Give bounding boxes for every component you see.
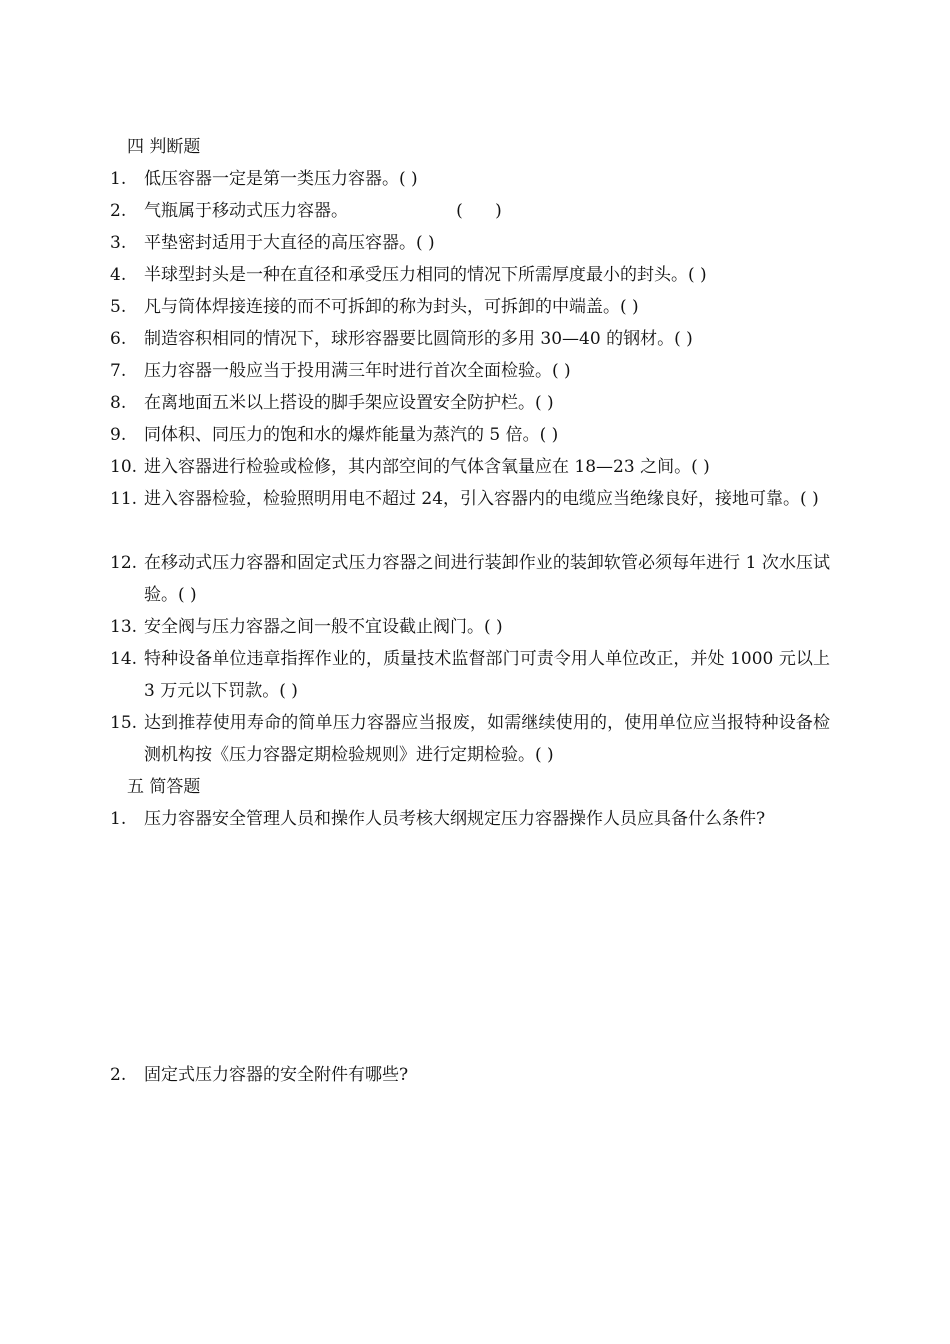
question-number: 3.	[110, 233, 127, 253]
judgment-question-3	[110, 227, 830, 259]
question-text: 压力容器安全管理人员和操作人员考核大纲规定压力容器操作人员应具备什么条件?	[144, 809, 766, 829]
judgment-question-2	[110, 195, 830, 227]
question-text: 气瓶属于移动式压力容器。 ( )	[144, 201, 502, 221]
question-text: 在离地面五米以上搭设的脚手架应设置安全防护栏。( )	[144, 393, 554, 413]
question-number: 11.	[110, 489, 138, 509]
question-text: 压力容器一般应当于投用满三年时进行首次全面检验。( )	[144, 361, 571, 381]
question-number: 12.	[110, 553, 138, 573]
question-text: 在移动式压力容器和固定式压力容器之间进行装卸作业的装卸软管必须每年进行 1 次水压试验。( )	[144, 553, 830, 605]
question-number: 10.	[110, 457, 138, 477]
question-number: 5.	[110, 297, 127, 317]
question-text: 凡与筒体焊接连接的而不可拆卸的称为封头，可拆卸的中端盖。( )	[144, 297, 639, 317]
question-text: 达到推荐使用寿命的简单压力容器应当报废，如需继续使用的，使用单位应当报特种设备检测机构按《压力容器定期检验规则》进行定期检验。( )	[144, 713, 830, 765]
question-number: 2.	[110, 1065, 127, 1085]
question-number: 4.	[110, 265, 127, 285]
question-text: 平垫密封适用于大直径的高压容器。( )	[144, 233, 435, 253]
judgment-question-4	[110, 259, 830, 291]
short-answer-question-2	[110, 1059, 830, 1091]
judgment-question-1	[110, 163, 830, 195]
question-text: 制造容积相同的情况下，球形容器要比圆筒形的多用 30—40 的钢材。( )	[144, 329, 693, 349]
question-text: 半球型封头是一种在直径和承受压力相同的情况下所需厚度最小的封头。( )	[144, 265, 707, 285]
judgment-question-15	[110, 707, 830, 771]
judgment-question-12	[110, 547, 830, 611]
question-text: 低压容器一定是第一类压力容器。( )	[144, 169, 418, 189]
question-text: 安全阀与压力容器之间一般不宜设截止阀门。( )	[144, 617, 503, 637]
section-4-title: 四 判断题	[127, 137, 201, 157]
question-text: 固定式压力容器的安全附件有哪些?	[144, 1065, 409, 1085]
question-text: 进入容器检验，检验照明用电不超过 24，引入容器内的电缆应当绝缘良好，接地可靠。( )	[144, 489, 819, 509]
question-number: 8.	[110, 393, 127, 413]
judgment-question-7	[110, 355, 830, 387]
question-number: 7.	[110, 361, 127, 381]
section-5-title: 五 简答题	[127, 777, 201, 797]
question-number: 6.	[110, 329, 127, 349]
question-number: 1.	[110, 809, 127, 829]
judgment-question-13	[110, 611, 830, 643]
question-text: 特种设备单位违章指挥作业的，质量技术监督部门可责令用人单位改正，并处 1000 元以上 3 万元以下罚款。( )	[144, 649, 830, 701]
judgment-question-10	[110, 451, 830, 483]
question-number: 1.	[110, 169, 127, 189]
judgment-question-6	[110, 323, 830, 355]
question-text: 进入容器进行检验或检修，其内部空间的气体含氧量应在 18—23 之间。( )	[144, 457, 710, 477]
question-number: 15.	[110, 713, 138, 733]
judgment-question-11	[110, 483, 830, 515]
question-number: 13.	[110, 617, 138, 637]
judgment-question-9	[110, 419, 830, 451]
question-number: 9.	[110, 425, 127, 445]
question-text: 同体积、同压力的饱和水的爆炸能量为蒸汽的 5 倍。( )	[144, 425, 559, 445]
question-number: 2.	[110, 201, 127, 221]
judgment-question-8	[110, 387, 830, 419]
short-answer-question-1	[110, 803, 830, 835]
judgment-question-5	[110, 291, 830, 323]
question-number: 14.	[110, 649, 138, 669]
judgment-question-14	[110, 643, 830, 707]
